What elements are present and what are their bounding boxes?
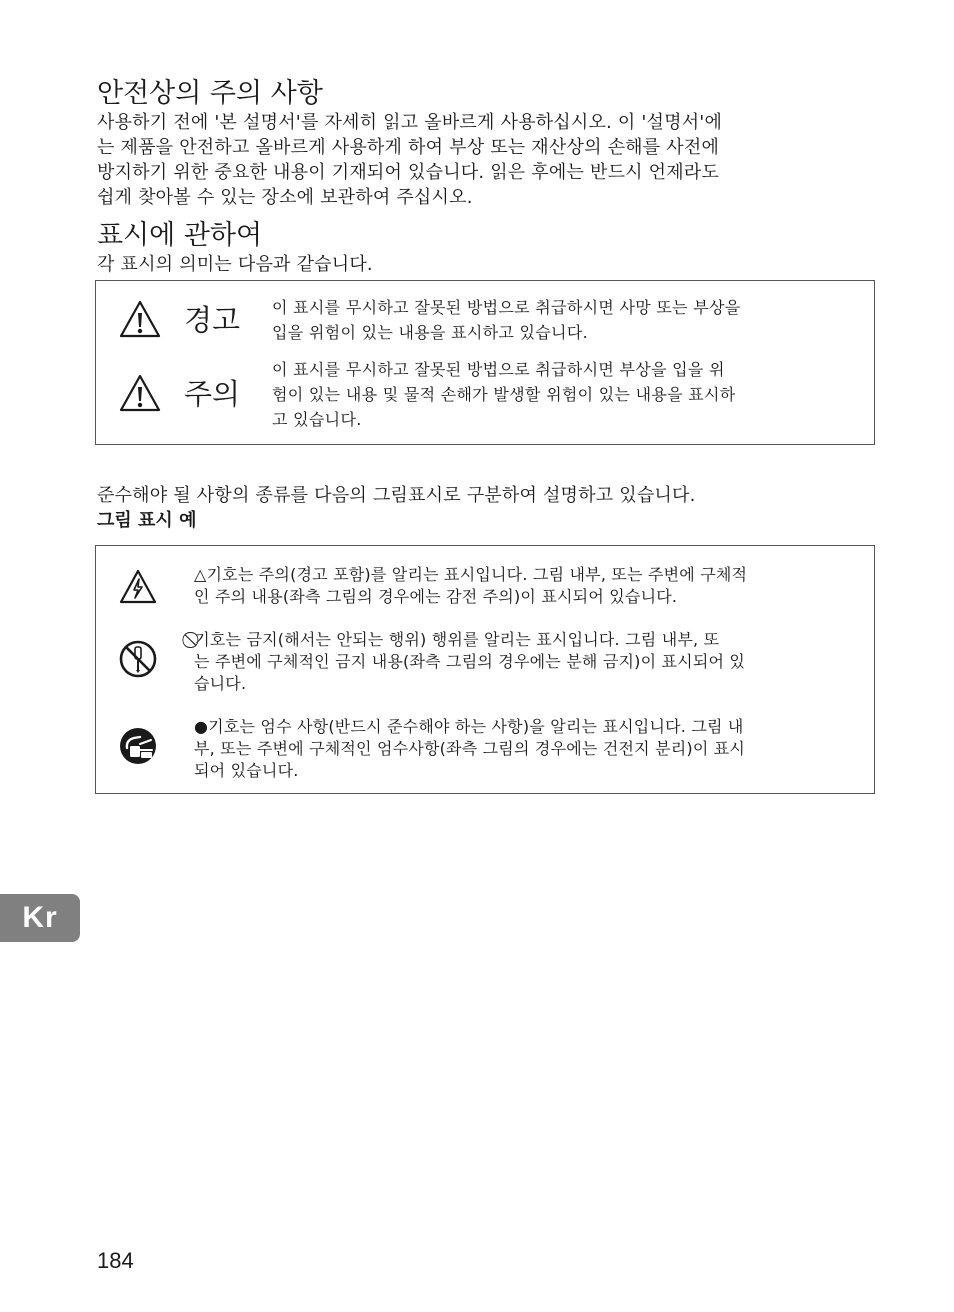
prohibit-symbol-line: ⃠기호는 금지(해서는 안되는 행위) 행위를 알리는 표시입니다. 그림 내부, 또 xyxy=(194,630,720,649)
safety-line: 방지하기 위한 중요한 내용이 기재되어 있습니다. 읽은 후에는 반드시 언제라도 xyxy=(97,162,720,183)
triangle-symbol-line: △기호는 주의(경고 포함)를 알리는 표시입니다. 그림 내부, 또는 주변에 구체적 xyxy=(194,565,748,584)
electric-shock-warning-icon xyxy=(118,567,158,607)
warning-row xyxy=(118,299,741,345)
warning-line: 입을 위험이 있는 내용을 표시하고 있습니다. xyxy=(272,323,588,342)
caution-line: 고 있습니다. xyxy=(272,410,362,429)
language-tab: Kr xyxy=(0,894,80,942)
mandatory-symbol-line: 되어 있습니다. xyxy=(194,761,299,780)
display-intro: 각 표시의 의미는 다음과 같습니다. xyxy=(97,254,373,275)
warning-label: 경고 xyxy=(184,303,241,337)
symbols-box xyxy=(95,545,875,794)
warning-line: 이 표시를 무시하고 잘못된 방법으로 취급하시면 사망 또는 부상을 xyxy=(272,298,741,317)
categories-intro: 준수해야 될 사항의 종류를 다음의 그림표시로 구분하여 설명하고 있습니다. xyxy=(97,485,696,506)
caution-label: 주의 xyxy=(184,377,241,411)
safety-line: 는 제품을 안전하고 올바르게 사용하게 하여 부상 또는 재산상의 손해를 사전에 xyxy=(97,137,720,158)
do-not-disassemble-icon xyxy=(118,639,158,679)
mandatory-symbol-row xyxy=(118,716,745,782)
prohibit-symbol-line: 습니다. xyxy=(194,674,247,693)
prohibit-symbol-line: 는 주변에 구체적인 금지 내용(좌측 그림의 경우에는 분해 금지)이 표시되어 있 xyxy=(194,652,746,671)
triangle-symbol-row xyxy=(118,564,747,608)
example-title: 그림 표시 예 xyxy=(97,510,197,531)
page-number: 184 xyxy=(97,1248,134,1273)
triangle-symbol-line: 인 주의 내용(좌측 그림의 경우에는 감전 주의)이 표시되어 있습니다. xyxy=(194,587,678,606)
display-title: 표시에 관하여 xyxy=(97,220,263,251)
caution-row xyxy=(118,360,736,432)
safety-title: 안전상의 주의 사항 xyxy=(97,78,323,109)
prohibit-symbol-row xyxy=(118,629,745,695)
safety-line: 쉽게 찾아볼 수 있는 장소에 보관하여 주십시오. xyxy=(97,187,473,208)
prohibit-symbol-description xyxy=(194,629,745,695)
caution-triangle-icon xyxy=(118,373,162,413)
warning-description xyxy=(272,295,741,345)
caution-line: 이 표시를 무시하고 잘못된 방법으로 취급하시면 부상을 입을 위 xyxy=(272,360,725,379)
mandatory-symbol-line: 부, 또는 주변에 구체적인 엄수사항(좌측 그림의 경우에는 건전지 분리)이 표시 xyxy=(194,739,746,758)
caution-line: 험이 있는 내용 및 물적 손해가 발생할 위험이 있는 내용을 표시하 xyxy=(272,385,736,404)
safety-paragraph xyxy=(97,110,887,210)
safety-line: 사용하기 전에 '본 설명서'를 자세히 읽고 올바르게 사용하십시오. 이 '설명서'에 xyxy=(97,112,723,133)
warning-triangle-icon xyxy=(118,299,162,339)
mandatory-symbol-description xyxy=(194,716,745,782)
caution-description xyxy=(272,357,736,432)
mandatory-symbol-line: ●기호는 엄수 사항(반드시 준수해야 하는 사항)을 알리는 표시입니다. 그림 내 xyxy=(194,717,744,736)
remove-battery-icon xyxy=(118,726,158,766)
levels-box xyxy=(95,280,875,445)
triangle-symbol-description xyxy=(194,564,747,608)
